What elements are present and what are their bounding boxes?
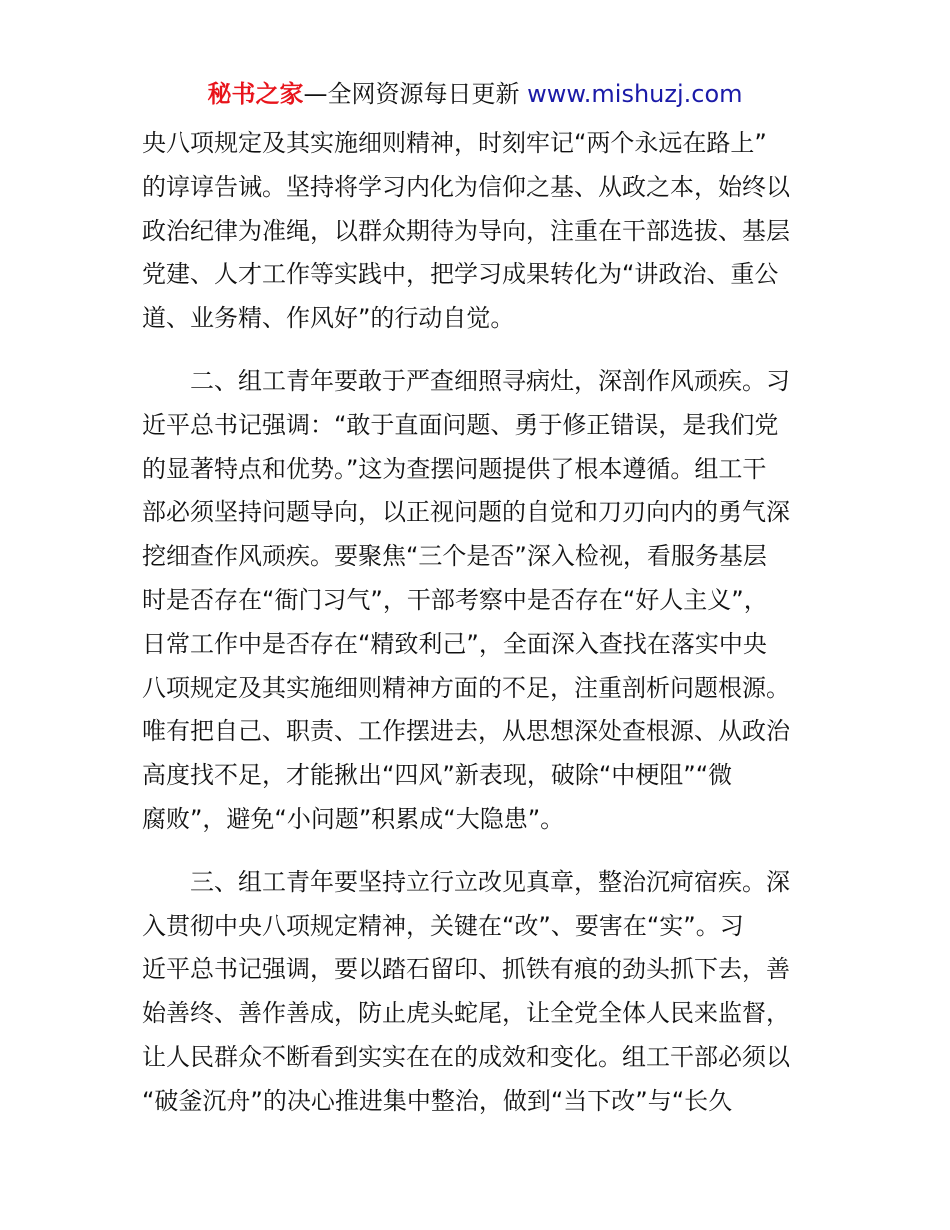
text-line: 日常工作中是否存在“精致利己”，全面深入查找在落实中央 bbox=[142, 629, 767, 658]
paragraph-3 bbox=[142, 861, 822, 1124]
text-line: 的谆谆告诫。坚持将学习内化为信仰之基、从政之本，始终以 bbox=[142, 172, 790, 201]
text-line: 八项规定及其实施细则精神方面的不足，注重剖析问题根源。 bbox=[142, 673, 790, 702]
text-line: 唯有把自己、职责、工作摆进去，从思想深处查根源、从政治 bbox=[142, 717, 790, 746]
paragraph-gap bbox=[142, 341, 822, 360]
text-line: 党建、人才工作等实践中，把学习成果转化为“讲政治、重公 bbox=[142, 260, 779, 289]
text-line: 部必须坚持问题导向，以正视问题的自觉和刀刃向内的勇气深 bbox=[142, 498, 790, 527]
text-line: 的显著特点和优势。”这为查摆问题提供了根本遵循。组工干 bbox=[142, 454, 767, 483]
site-header bbox=[0, 74, 950, 114]
text-line: 入贯彻中央八项规定精神，关键在“改”、要害在“实”。习 bbox=[142, 911, 744, 940]
text-line: 让人民群众不断看到实实在在的成效和变化。组工干部必须以 bbox=[142, 1042, 790, 1071]
text-line: 腐败”，避免“小问题”积累成“大隐患”。 bbox=[142, 804, 565, 833]
text-line: 三、组工青年要坚持立行立改见真章，整治沉疴宿疾。深 bbox=[190, 867, 790, 896]
text-line: 央八项规定及其实施细则精神，时刻牢记“两个永远在路上” bbox=[142, 129, 767, 157]
text-line: 近平总书记强调，要以踏石留印、抓铁有痕的劲头抓下去，善 bbox=[142, 955, 790, 984]
text-line: “破釜沉舟”的决心推进集中整治，做到“当下改”与“长久 bbox=[142, 1086, 733, 1115]
text-line: 高度找不足，才能揪出“四风”新表现，破除“中梗阻”“微 bbox=[142, 761, 733, 790]
paragraph-gap bbox=[142, 842, 822, 861]
site-brand: 秘书之家 bbox=[207, 80, 304, 108]
text-line: 近平总书记强调：“敢于直面问题、勇于修正错误，是我们党 bbox=[142, 410, 779, 439]
paragraph-2 bbox=[142, 360, 822, 842]
text-line: 始善终、善作善成，防止虎头蛇尾，让全党全体人民来监督， bbox=[142, 999, 790, 1028]
site-url-link[interactable]: www.mishuzj.com bbox=[527, 80, 743, 108]
text-line: 时是否存在“衙门习气”，干部考察中是否存在“好人主义”， bbox=[142, 585, 768, 614]
document-body bbox=[142, 122, 822, 1124]
text-line: 政治纪律为准绳，以群众期待为导向，注重在干部选拔、基层 bbox=[142, 216, 790, 245]
text-line: 道、业务精、作风好”的行动自觉。 bbox=[142, 304, 515, 333]
text-line: 二、组工青年要敢于严查细照寻病灶，深剖作风顽疾。习 bbox=[190, 366, 790, 395]
text-line: 挖细查作风顽疾。要聚焦“三个是否”深入检视，看服务基层 bbox=[142, 542, 767, 571]
site-tagline: —全网资源每日更新 bbox=[303, 80, 520, 108]
paragraph-1 bbox=[142, 122, 822, 341]
